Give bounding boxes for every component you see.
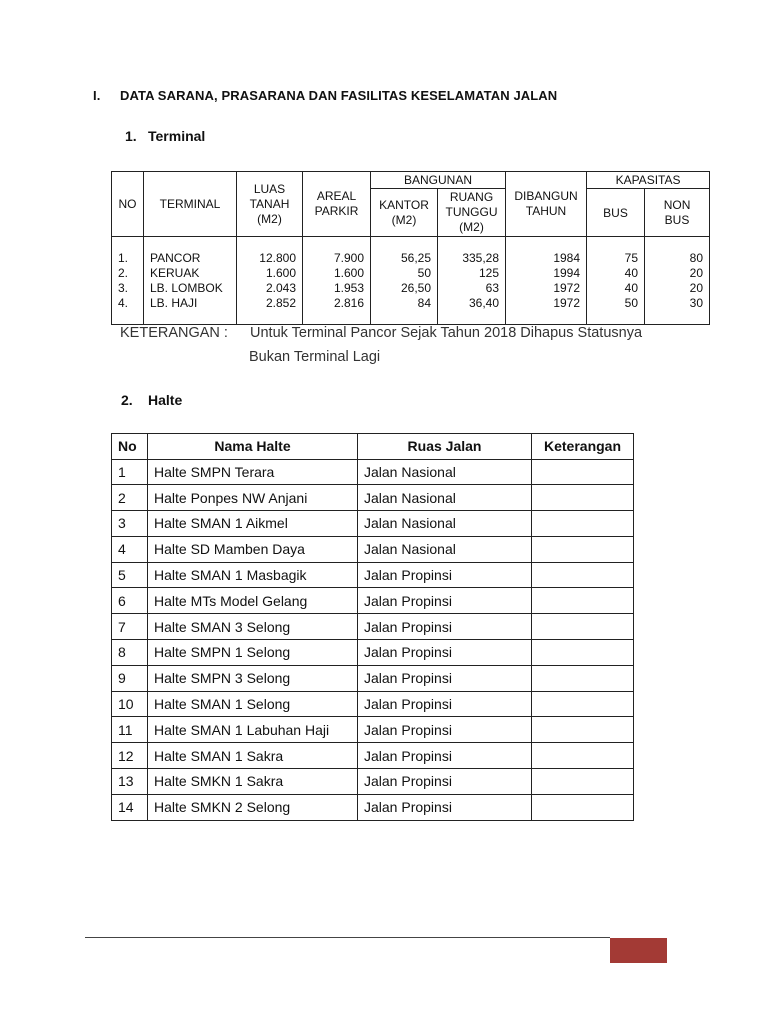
halte-number: 2. [121,392,133,408]
halte-title: Halte [148,392,183,408]
table-row [112,691,634,717]
ruas-jalan-cell: Jalan Propinsi [358,562,532,588]
th-ruang-tunggu: RUANG TUNGGU (M2) [438,189,506,237]
halte-name-cell: Halte SMAN 1 Selong [148,691,358,717]
col-no: 1. 2. 3. 4. [112,237,144,325]
col-areal-parkir: 7.900 1.600 1.953 2.816 [303,237,371,325]
ruas-jalan-cell: Jalan Propinsi [358,743,532,769]
ruas-jalan-cell: Jalan Nasional [358,511,532,537]
table-row [112,485,634,511]
col-non-bus: 80 20 20 30 [645,237,710,325]
th-non-bus: NON BUS [645,189,710,237]
halte-name-cell: Halte SMPN 1 Selong [148,640,358,666]
col-bus: 75 40 40 50 [587,237,645,325]
table-row [112,743,634,769]
halte-no-cell: 8 [112,640,148,666]
halte-name-cell: Halte SMKN 2 Selong [148,794,358,820]
halte-no-cell: 13 [112,769,148,795]
halte-header-row [112,434,634,460]
table-row [112,588,634,614]
ruas-jalan-cell: Jalan Propinsi [358,794,532,820]
keterangan-cell [532,794,634,820]
ruas-jalan-cell: Jalan Propinsi [358,614,532,640]
halte-no-cell: 4 [112,536,148,562]
table-row [112,717,634,743]
ruas-jalan-cell: Jalan Nasional [358,485,532,511]
keterangan-cell [532,717,634,743]
halte-name-cell: Halte SMAN 1 Aikmel [148,511,358,537]
col-terminal-name: PANCOR KERUAK LB. LOMBOK LB. HAJI [144,237,237,325]
keterangan-cell [532,640,634,666]
ruas-jalan-cell: Jalan Propinsi [358,691,532,717]
table-row [112,562,634,588]
keterangan-cell [532,511,634,537]
col-luas-tanah: 12.800 1.600 2.043 2.852 [237,237,303,325]
th-areal-parkir: AREAL PARKIR [303,172,371,237]
halte-no-cell: 5 [112,562,148,588]
th-kapasitas: KAPASITAS [587,172,710,189]
table-row [112,769,634,795]
terminal-heading [125,128,205,144]
table-row [112,536,634,562]
keterangan-cell [532,614,634,640]
footer-line [85,937,610,938]
th-bus: BUS [587,189,645,237]
ruas-jalan-cell: Jalan Propinsi [358,769,532,795]
ruas-jalan-cell: Jalan Propinsi [358,665,532,691]
halte-no-cell: 3 [112,511,148,537]
halte-name-cell: Halte MTs Model Gelang [148,588,358,614]
th-ruas-jalan: Ruas Jalan [358,434,532,460]
halte-name-cell: Halte SD Mamben Daya [148,536,358,562]
table-row [112,614,634,640]
halte-no-cell: 7 [112,614,148,640]
ruas-jalan-cell: Jalan Propinsi [358,640,532,666]
halte-name-cell: Halte SMAN 1 Sakra [148,743,358,769]
section-number: I. [93,88,101,103]
keterangan-cell [532,743,634,769]
keterangan-cell [532,665,634,691]
th-keterangan: Keterangan [532,434,634,460]
halte-table [111,433,634,821]
col-dibangun-tahun: 1984 1994 1972 1972 [506,237,587,325]
table-row [112,794,634,820]
table-row [112,640,634,666]
ruas-jalan-cell: Jalan Nasional [358,536,532,562]
col-kantor: 56,25 50 26,50 84 [371,237,438,325]
keterangan-cell [532,588,634,614]
footer-accent-box [610,938,667,963]
section-heading [93,88,557,103]
terminal-table [111,171,710,325]
halte-name-cell: Halte Ponpes NW Anjani [148,485,358,511]
halte-no-cell: 2 [112,485,148,511]
section-title: DATA SARANA, PRASARANA DAN FASILITAS KESELAMATAN JALAN [120,88,558,103]
keterangan-cell [532,562,634,588]
table-row [112,459,634,485]
keterangan-cell [532,769,634,795]
ruas-jalan-cell: Jalan Nasional [358,459,532,485]
halte-no-cell: 9 [112,665,148,691]
col-ruang-tunggu: 335,28 125 63 36,40 [438,237,506,325]
halte-no-cell: 10 [112,691,148,717]
halte-name-cell: Halte SMPN Terara [148,459,358,485]
keterangan-line-1: Untuk Terminal Pancor Sejak Tahun 2018 Dihapus Statusnya [250,325,643,341]
halte-no-cell: 1 [112,459,148,485]
th-luas-tanah: LUAS TANAH (M2) [237,172,303,237]
ruas-jalan-cell: Jalan Propinsi [358,717,532,743]
halte-no-cell: 12 [112,743,148,769]
ruas-jalan-cell: Jalan Propinsi [358,588,532,614]
keterangan-cell [532,691,634,717]
keterangan-cell [532,536,634,562]
halte-name-cell: Halte SMKN 1 Sakra [148,769,358,795]
halte-no-cell: 14 [112,794,148,820]
halte-no-cell: 11 [112,717,148,743]
halte-name-cell: Halte SMPN 3 Selong [148,665,358,691]
keterangan-cell [532,485,634,511]
halte-name-cell: Halte SMAN 1 Masbagik [148,562,358,588]
table-row [112,665,634,691]
halte-name-cell: Halte SMAN 3 Selong [148,614,358,640]
keterangan-line-2: Bukan Terminal Lagi [249,349,381,365]
terminal-number: 1. [125,128,137,144]
th-bangunan: BANGUNAN [371,172,506,189]
terminal-data-row [112,237,710,325]
halte-heading [121,392,182,408]
terminal-title: Terminal [148,128,206,144]
halte-name-cell: Halte SMAN 1 Labuhan Haji [148,717,358,743]
keterangan-label: KETERANGAN : [120,325,228,341]
th-nama-halte: Nama Halte [148,434,358,460]
th-kantor: KANTOR (M2) [371,189,438,237]
keterangan-cell [532,459,634,485]
halte-no-cell: 6 [112,588,148,614]
th-no: NO [112,172,144,237]
th-terminal: TERMINAL [144,172,237,237]
th-halte-no: No [112,434,148,460]
table-row [112,511,634,537]
th-dibangun-tahun: DIBANGUN TAHUN [506,172,587,237]
